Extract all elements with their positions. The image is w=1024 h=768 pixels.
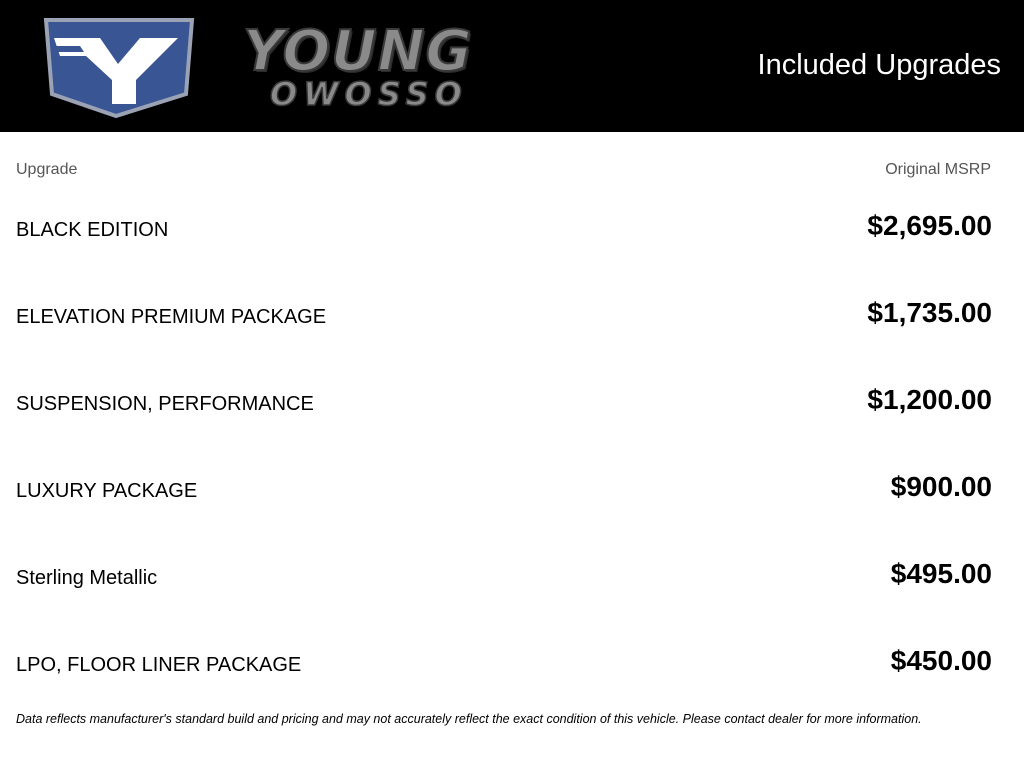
disclaimer-text: Data reflects manufacturer's standard build and pricing and may not accurately reflect the exact condition of this vehicle. Please contact dealer for more information.: [16, 712, 922, 726]
column-header-msrp: Original MSRP: [885, 161, 991, 178]
upgrade-row: [16, 471, 992, 511]
upgrade-row: [16, 210, 992, 250]
upgrade-row: [16, 645, 992, 685]
upgrade-price: $495.00: [890, 558, 992, 589]
logo-shield-icon: [40, 16, 200, 120]
page-title: Included Upgrades: [757, 49, 1001, 81]
upgrade-name: Sterling Metallic: [16, 567, 158, 589]
logo-wordmark: YOUNG: [243, 19, 473, 84]
header-bar: [0, 0, 1024, 132]
upgrade-row: [16, 297, 992, 337]
upgrade-name: SUSPENSION, PERFORMANCE: [16, 393, 314, 415]
upgrade-price: $2,695.00: [867, 210, 992, 241]
upgrade-price: $1,200.00: [867, 384, 992, 415]
upgrade-name: LPO, FLOOR LINER PACKAGE: [16, 654, 302, 676]
upgrade-name: LUXURY PACKAGE: [16, 480, 198, 502]
upgrade-row: [16, 384, 992, 424]
logo-subtext: OWOSSO: [270, 75, 468, 113]
column-header-upgrade: Upgrade: [16, 161, 78, 178]
upgrade-row: [16, 558, 992, 598]
upgrade-price: $450.00: [890, 645, 992, 676]
upgrade-name: ELEVATION PREMIUM PACKAGE: [16, 306, 327, 328]
upgrade-price: $900.00: [890, 471, 992, 502]
upgrade-price: $1,735.00: [867, 297, 992, 328]
dealer-logo: [40, 16, 510, 120]
upgrade-name: BLACK EDITION: [16, 219, 169, 241]
